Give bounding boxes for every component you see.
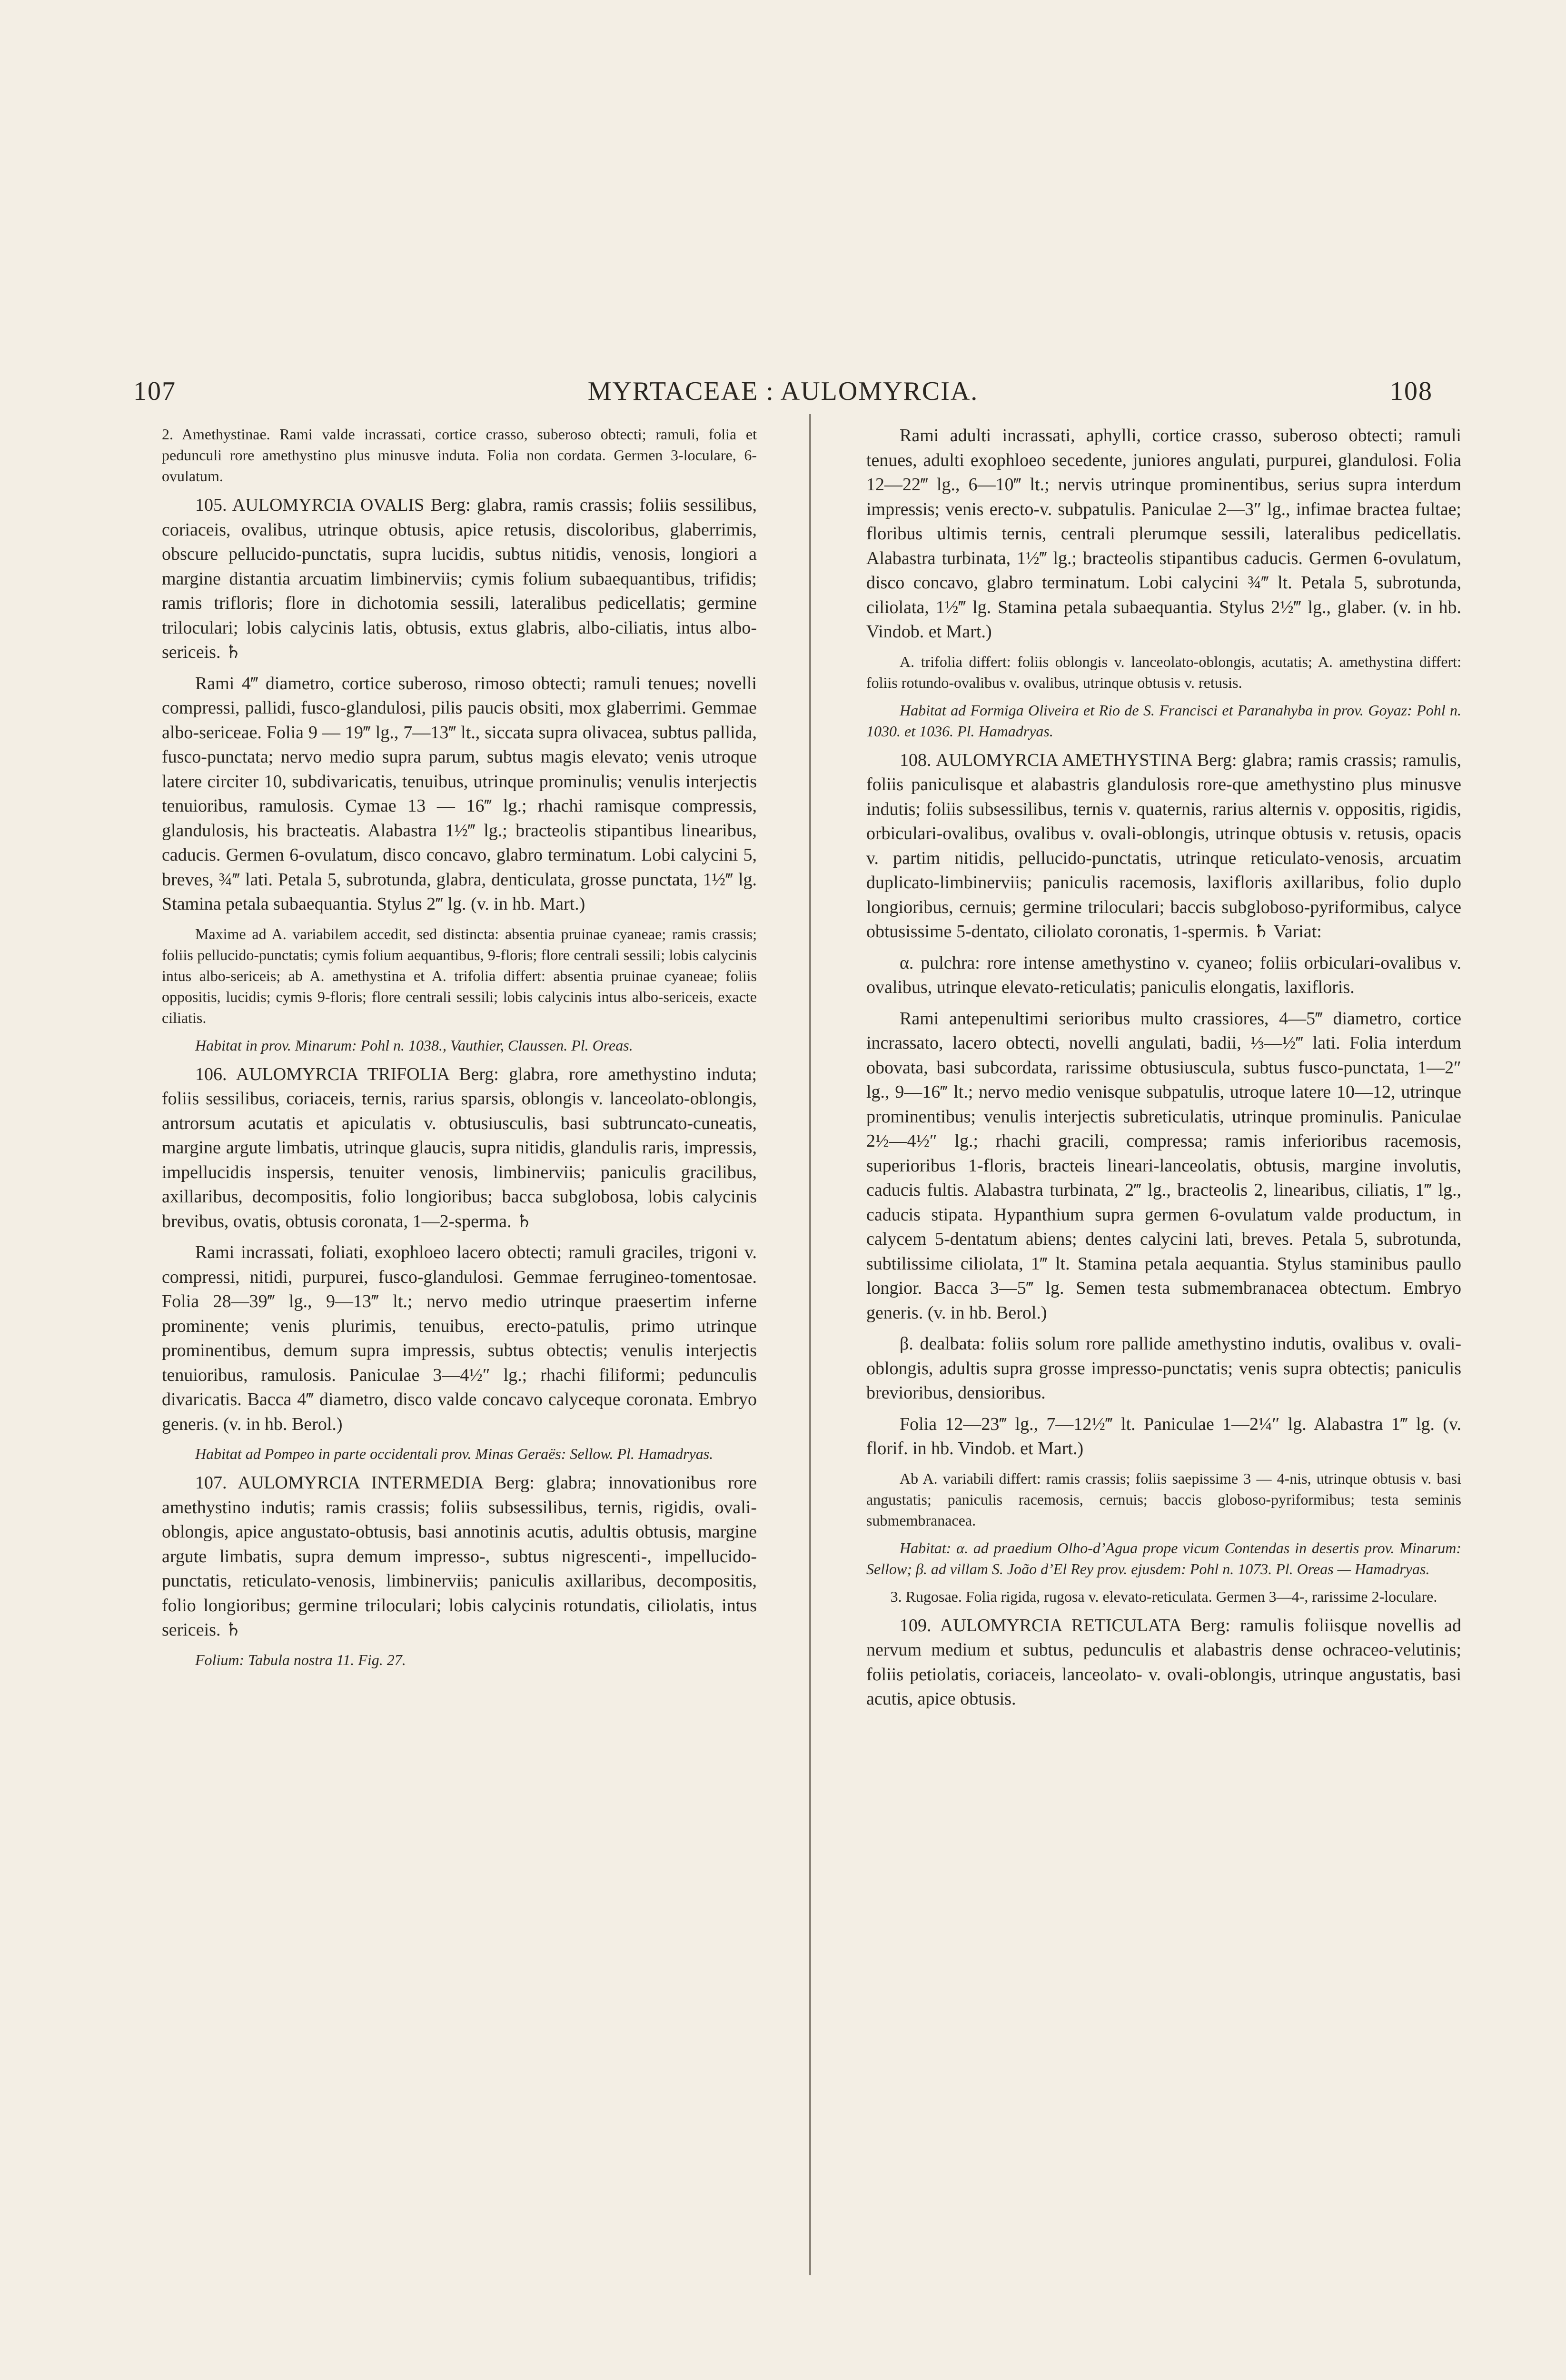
left-paragraph: 106. AULOMYRCIA TRIFOLIA Berg: glabra, rore amethystino induta; foliis sessilibus, coriaceis, ternis, rarius sparsis, oblongis v. lanceolato-oblongis, antrorsum acutatis et apiculatis v. obtusiusculis, basi subtruncato-cuneatis, margine argute limbatis, utrinque glaucis, supra nitidis, glandulis raris, impressis, impellucidis inspersis, tenuiter venosis, limbinerviis; paniculis gracilibus, axillaribus, decompositis, folio longioribus; bacca subglobosa, lobis calycinis brevibus, ovatis, obtusis coronata, 1—2-sperma. ♄ xyxy=(162,1064,757,1231)
left-paragraph: 107. AULOMYRCIA INTERMEDIA Berg: glabra; innovationibus rore amethystino indutis; ramis crassis; foliis subsessilibus, ternis, rigidis, ovali-oblongis, apice angustato-obtusis, basi annotinis acutis, adultis obtusis, margine argute limbatis, supra demum impresso-, subtus nigrescenti-, impellucido-punctatis, reticulato-venosis, limbinerviis; paniculis axillaribus, decompositis, folio longioribus; germine triloculari; lobis calycinis rotundatis, ciliolatis, intus sericeis. ♄ xyxy=(162,1473,757,1640)
left-column xyxy=(162,424,757,1677)
left-paragraph: 105. AULOMYRCIA OVALIS Berg: glabra, ramis crassis; foliis sessilibus, coriaceis, ovalibus, utrinque obtusis, apice retusis, discoloribus, glaberrimis, obscure pellucido-punctatis, supra lucidis, subtus nitidis, venosis, longiori a margine distantia arcuatim limbinerviis; cymis folium subaequantibus, trifidis; ramis trifloris; flore in dichotomia sessili, lateralibus pedicellatis; germine triloculari; lobis calycinis latis, obtusis, extus glabris, albo-ciliatis, intus albo-sericeis. ♄ xyxy=(162,495,757,662)
right-paragraph: α. pulchra: rore intense amethystino v. cyaneo; foliis orbiculari-ovalibus v. ovalibus, utrinque elevato-reticulatis; paniculis elongatis, laxifloris. xyxy=(866,952,1461,997)
right-paragraph: 3. Rugosae. Folia rigida, rugosa v. elevato-reticulata. Germen 3—4-, rarissime 2-loculare. xyxy=(890,1587,1437,1605)
right-paragraph: A. trifolia differt: foliis oblongis v. lanceolato-oblongis, acutatis; A. amethystina differt: foliis rotundo-ovalibus v. ovalibus, utrinque obtusis v. retusis. xyxy=(866,653,1461,691)
right-paragraph: Rami adulti incrassati, aphylli, cortice crasso, suberoso obtecti; ramuli tenues, adulti exophloeo secedente, juniores angulati, purpurei, glandulosi. Folia 12—22‴ lg., 6—10‴ lt.; nervis utrinque prominentibus, serius supra interdum impressis; venis erecto-v. subpatulis. Paniculae 2—3″ lg., infimae bractea fultae; floribus ultimis ternis, centrali plerumque sessili, lateralibus pedicellatis. Alabastra turbinata, 1½‴ lg.; bracteolis stipantibus caducis. Germen 6-ovulatum, disco concavo, glabro terminatum. Lobi calycini ¾‴ lt. Petala 5, subrotunda, ciliolata, 1½‴ lg. Stamina petala subaequantia. Stylus 2½‴ lg., glaber. (v. in hb. Vindob. et Mart.) xyxy=(866,426,1461,642)
right-paragraph: Rami antepenultimi serioribus multo crassiores, 4—5‴ diametro, cortice incrassato, lacero obtecti, novelli angulati, badii, ⅓—½‴ lati. Folia interdum obovata, basi subcordata, rarissime obtusiuscula, subtus fusco-punctata, 1—2″ lg., 9—16‴ lt.; nervo medio venisque subpatulis, utroque latere 10—12, utrinque prominentibus; venulis interjectis subreticulatis, utrinque prominulis. Paniculae 2½—4½″ lg.; rhachi gracili, compressa; ramis inferioribus racemosis, superioribus 1-floris, bracteis lineari-lanceolatis, obtusis, margine involutis, caducis fultis. Alabastra turbinata, 2‴ lg., bracteolis 2, linearibus, ciliatis, 1‴ lg., caducis stipata. Hypanthium supra germen 6-ovulatum valde productum, in calycem 5-dentatum abiens; dentes calycini lati, breves. Petala 5, subrotunda, subtilissime ciliolata, 1‴ lt. Stamina petala aequantia. Stylus staminibus paullo longior. Bacca 3—5‴ lg. Semen testa submembranacea obtectum. Embryo generis. (v. in hb. Berol.) xyxy=(866,1008,1461,1323)
running-header xyxy=(133,376,1433,414)
right-column xyxy=(866,424,1461,1718)
left-paragraph: Rami incrassati, foliati, exophloeo lacero obtecti; ramuli graciles, trigoni v. compressi, nitidi, purpurei, fusco-glandulosi. Gemmae ferrugineo-tomentosae. Folia 28—39‴ lg., 9—13‴ lt.; nervo medio utrinque praesertim inferne prominente; venis plurimis, tenuibus, erecto-patulis, primo utrinque prominentibus, demum supra impressis, subtus obtectis; venulis interjectis tenuioribus, ramulosis. Paniculae 3—4½″ lg.; rhachi filiformi; pedunculis divaricatis. Bacca 4‴ diametro, disco valde concavo calyceque coronata. Embryo generis. (v. in hb. Berol.) xyxy=(162,1242,757,1434)
column-divider xyxy=(809,414,811,2275)
running-title: MYRTACEAE : AULOMYRCIA. xyxy=(587,377,979,406)
page-number-left: 107 xyxy=(133,377,176,406)
right-paragraph: Habitat: α. ad praedium Olho-d’Agua prope vicum Contendas in desertis prov. Minarum: Sellow; β. ad villam S. João d’El Rey prov. ejusdem: Pohl n. 1073. Pl. Oreas — Hamadryas. xyxy=(866,1539,1461,1577)
right-paragraph: Folia 12—23‴ lg., 7—12½‴ lt. Paniculae 1—2¼″ lg. Alabastra 1‴ lg. (v. florif. in hb. Vindob. et Mart.) xyxy=(866,1414,1461,1458)
left-paragraph: 2. Amethystinae. Rami valde incrassati, cortice crasso, suberoso obtecti; ramuli, folia et pedunculi rore amethystino plus minusve induta. Folia non cordata. Germen 3-loculare, 6-ovulatum. xyxy=(162,426,757,485)
left-paragraph: Maxime ad A. variabilem accedit, sed distincta: absentia pruinae cyaneae; ramis crassis; foliis pellucido-punctatis; cymis folium aequantibus, 9-floris; flore centrali sessili; lobis calycinis intus albo-sericeis; ab A. amethystina et A. trifolia differt: absentia pruinae cyaneae; foliis oppositis, lucidis; cymis 9-floris; flore centrali sessili; lobis calycinis intus albo-sericeis, exacte ciliatis. xyxy=(162,925,757,1026)
right-paragraph: β. dealbata: foliis solum rore pallide amethystino indutis, ovalibus v. ovali-oblongis, adultis supra grosse impresso-punctatis; venis supra obtectis; paniculis brevioribus, densioribus. xyxy=(866,1334,1461,1403)
left-paragraph: Rami 4‴ diametro, cortice suberoso, rimoso obtecti; ramuli tenues; novelli compressi, pallidi, fusco-glandulosi, pilis paucis obsiti, mox glaberrimi. Gemmae albo-sericeae. Folia 9 — 19‴ lg., 7—13‴ lt., siccata supra olivacea, subtus pallida, fusco-punctata; nervo medio supra parum, subtus magis elevato; venis utroque latere circiter 10, subdivaricatis, tenuibus, utrinque prominulis; venulis interjectis tenuioribus, ramulosis. Cymae 13 — 16‴ lg.; rhachi ramisque compressis, glandulosis, his bracteatis. Alabastra 1½‴ lg.; bracteolis stipantibus linearibus, caducis. Germen 6-ovulatum, disco concavo, glabro terminatum. Lobi calycini 5, breves, ¾‴ lati. Petala 5, subrotunda, glabra, denticulata, grosse punctata, 1½‴ lg. Stamina petala subaequantia. Stylus 2‴ lg. (v. in hb. Mart.) xyxy=(162,673,757,914)
right-paragraph: 109. AULOMYRCIA RETICULATA Berg: ramulis foliisque novellis ad nervum medium et subtus, pedunculis et alabastris dense ochraceo-velutinis; foliis petiolatis, coriaceis, lanceolato- v. ovali-oblongis, utrinque angustatis, basi acutis, apice obtusis. xyxy=(866,1615,1461,1709)
right-paragraph: Ab A. variabili differt: ramis crassis; foliis saepissime 3 — 4-nis, utrinque obtusis v. basi angustatis; paniculis racemosis, cernuis; baccis globoso-pyriformibus; testa seminis submembranacea. xyxy=(866,1469,1461,1529)
left-paragraph: Habitat ad Pompeo in parte occidentali prov. Minas Geraës: Sellow. Pl. Hamadryas. xyxy=(195,1445,714,1462)
page-number-right: 108 xyxy=(1390,377,1433,406)
left-paragraph: Habitat in prov. Minarum: Pohl n. 1038., Vauthier, Claussen. Pl. Oreas. xyxy=(195,1036,633,1054)
right-paragraph: Habitat ad Formiga Oliveira et Rio de S. Francisci et Paranahyba in prov. Goyaz: Pohl n. 1030. et 1036. Pl. Hamadryas. xyxy=(866,701,1461,740)
left-paragraph: Folium: Tabula nostra 11. Fig. 27. xyxy=(195,1651,406,1668)
right-paragraph: 108. AULOMYRCIA AMETHYSTINA Berg: glabra; ramis crassis; ramulis, foliis paniculisque et alabastris glandulosis rore-que amethystino plus minusve indutis; foliis subsessilibus, ternis v. quaternis, rarius alternis v. oppositis, rigidis, orbiculari-ovalibus, ovalibus v. ovali-oblongis, utrinque obtusis v. retusis, opacis v. partim nitidis, pellucido-punctatis, utrinque reticulato-venosis, arcuatim duplicato-limbinerviis; paniculis racemosis, laxifloris axillaribus, folio duplo longioribus, cernuis; germine triloculari; baccis subgloboso-pyriformibus, calyce obtusissime 5-dentato, ciliolato coronatis, 1-spermis. ♄ Variat: xyxy=(866,750,1461,942)
